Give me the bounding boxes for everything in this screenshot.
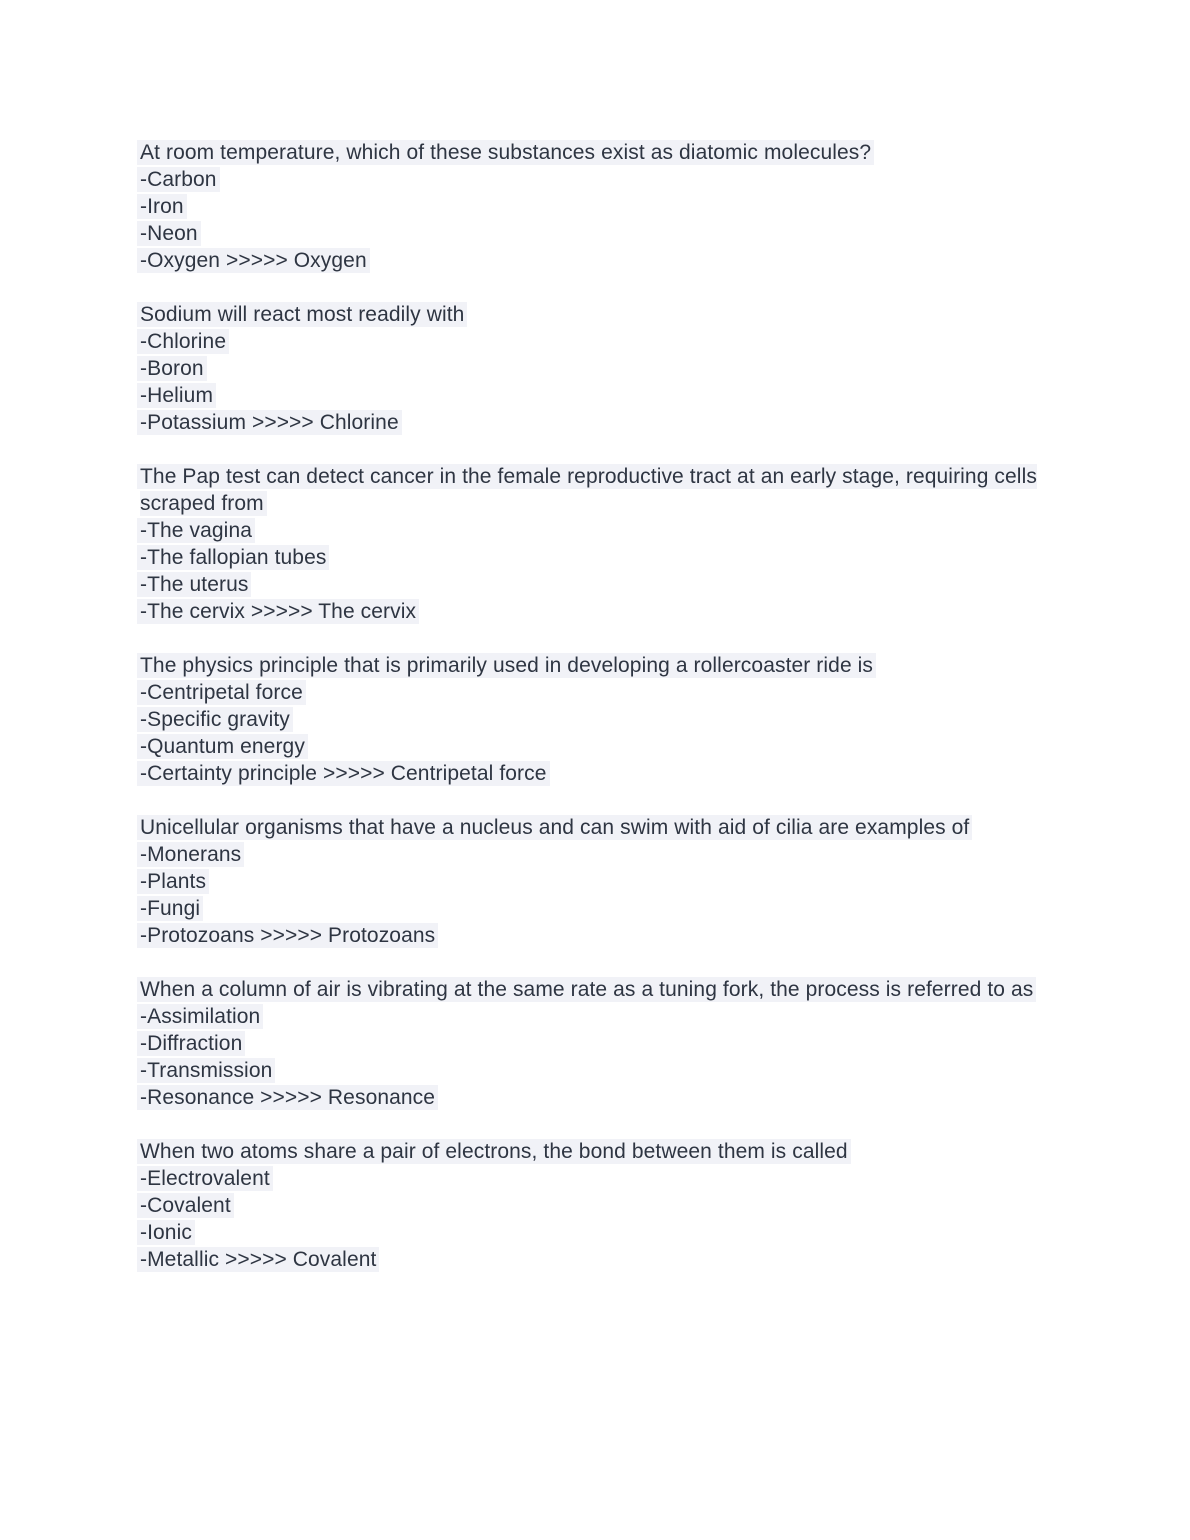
option-line: [140, 382, 1040, 409]
option-line: [140, 328, 1040, 355]
option-line-with-answer: [140, 922, 1040, 949]
option-line-with-answer: [140, 1084, 1040, 1111]
highlighted-text: The physics principle that is primarily used in developing a rollercoaster ride is: [137, 653, 876, 678]
highlighted-text: -Fungi: [137, 896, 203, 921]
highlighted-text: Sodium will react most readily with: [137, 302, 467, 327]
highlighted-text: -Carbon: [137, 167, 220, 192]
highlighted-text: -Metallic >>>>> Covalent: [137, 1247, 379, 1272]
option-line: [140, 895, 1040, 922]
option-line: [140, 544, 1040, 571]
highlighted-text: -Centripetal force: [137, 680, 306, 705]
highlighted-text: -Protozoans >>>>> Protozoans: [137, 923, 438, 948]
highlighted-text: -Iron: [137, 194, 187, 219]
highlighted-text: -Neon: [137, 221, 201, 246]
option-line: [140, 733, 1040, 760]
option-line: [140, 679, 1040, 706]
highlighted-text: When a column of air is vibrating at the same rate as a tuning fork, the process is referred to as: [137, 977, 1036, 1002]
option-line-with-answer: [140, 1246, 1040, 1273]
highlighted-text: -Transmission: [137, 1058, 275, 1083]
question-text: [140, 139, 1040, 166]
option-line: [140, 1057, 1040, 1084]
highlighted-text: -The cervix >>>>> The cervix: [137, 599, 419, 624]
option-line-with-answer: [140, 409, 1040, 436]
highlighted-text: -Boron: [137, 356, 207, 381]
option-line: [140, 841, 1040, 868]
question-block: [140, 814, 1040, 949]
question-text: [140, 463, 1040, 517]
highlighted-text: Unicellular organisms that have a nucleus and can swim with aid of cilia are examples of: [137, 815, 972, 840]
option-line: [140, 193, 1040, 220]
option-line: [140, 868, 1040, 895]
highlighted-text: -Helium: [137, 383, 216, 408]
highlighted-text: When two atoms share a pair of electrons, the bond between them is called: [137, 1139, 851, 1164]
highlighted-text: -Certainty principle >>>>> Centripetal force: [137, 761, 550, 786]
highlighted-text: -The vagina: [137, 518, 255, 543]
option-line: [140, 571, 1040, 598]
option-line: [140, 517, 1040, 544]
highlighted-text: -The uterus: [137, 572, 251, 597]
option-line: [140, 1219, 1040, 1246]
question-block: [140, 301, 1040, 436]
option-line-with-answer: [140, 760, 1040, 787]
highlighted-text: -Covalent: [137, 1193, 234, 1218]
option-line-with-answer: [140, 598, 1040, 625]
option-line: [140, 220, 1040, 247]
option-line: [140, 355, 1040, 382]
highlighted-text: The Pap test can detect cancer in the female reproductive tract at an early stage, requiring cells scraped from: [137, 464, 1037, 516]
option-line: [140, 166, 1040, 193]
question-text: [140, 814, 1040, 841]
option-line: [140, 1165, 1040, 1192]
highlighted-text: -The fallopian tubes: [137, 545, 329, 570]
highlighted-text: -Plants: [137, 869, 209, 894]
highlighted-text: -Monerans: [137, 842, 244, 867]
option-line: [140, 1192, 1040, 1219]
quiz-text-content: [140, 139, 1040, 1273]
question-block: [140, 652, 1040, 787]
question-text: [140, 652, 1040, 679]
question-text: [140, 976, 1040, 1003]
highlighted-text: -Chlorine: [137, 329, 229, 354]
question-block: [140, 463, 1040, 625]
highlighted-text: -Specific gravity: [137, 707, 293, 732]
option-line: [140, 1030, 1040, 1057]
highlighted-text: At room temperature, which of these substances exist as diatomic molecules?: [137, 140, 874, 165]
highlighted-text: -Quantum energy: [137, 734, 308, 759]
highlighted-text: -Potassium >>>>> Chlorine: [137, 410, 402, 435]
option-line: [140, 706, 1040, 733]
option-line: [140, 1003, 1040, 1030]
highlighted-text: -Oxygen >>>>> Oxygen: [137, 248, 370, 273]
highlighted-text: -Diffraction: [137, 1031, 245, 1056]
highlighted-text: -Electrovalent: [137, 1166, 273, 1191]
highlighted-text: -Resonance >>>>> Resonance: [137, 1085, 438, 1110]
highlighted-text: -Ionic: [137, 1220, 195, 1245]
question-block: [140, 1138, 1040, 1273]
question-block: [140, 139, 1040, 274]
question-text: [140, 301, 1040, 328]
highlighted-text: -Assimilation: [137, 1004, 263, 1029]
question-text: [140, 1138, 1040, 1165]
option-line-with-answer: [140, 247, 1040, 274]
question-block: [140, 976, 1040, 1111]
